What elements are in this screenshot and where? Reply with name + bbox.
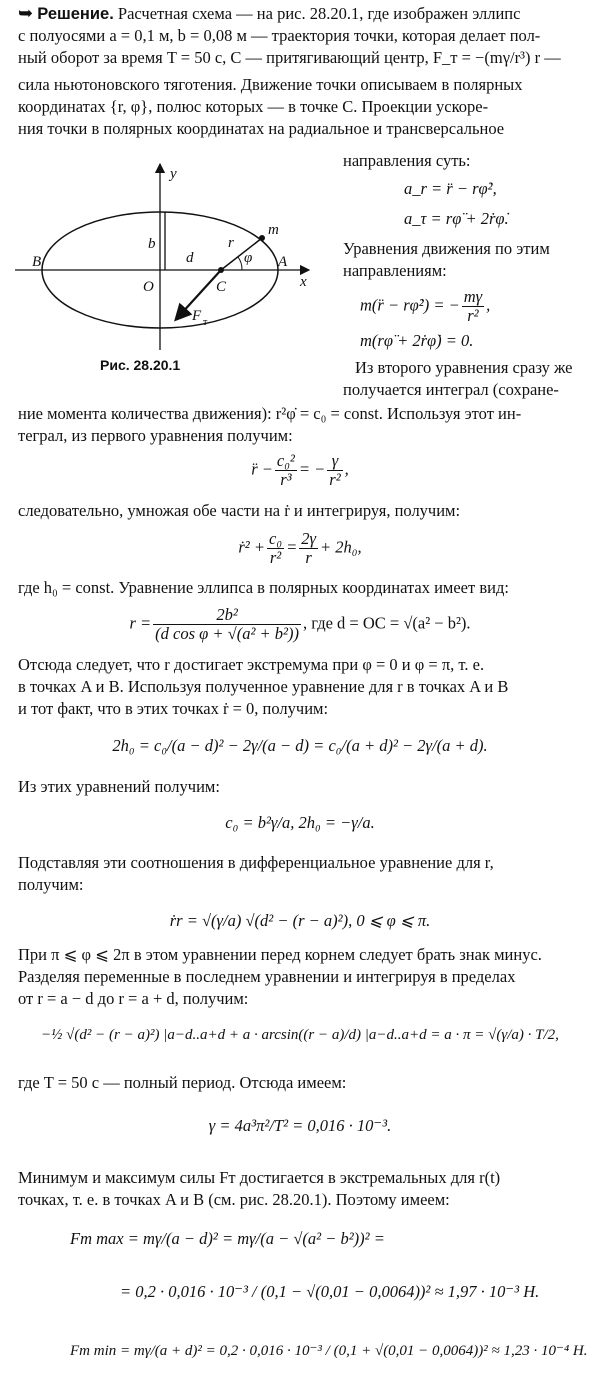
eq3-lhs: r = [129, 613, 152, 633]
paragraph-4c: и тот факт, что в этих точках ṙ = 0, получим: [18, 699, 329, 718]
paragraph-7a: При π ⩽ φ ⩽ 2π в этом уравнении перед корнем следует брать знак минус. [18, 945, 542, 964]
label-y: y [170, 166, 177, 182]
label-b: b [148, 236, 156, 252]
eq11: Fт min = mγ/(a + d)² = 0,2 · 0,016 · 10⁻³ / (0,1 + √(0,01 − 0,0064))² ≈ 1,23 · 10⁻⁴ Н. [70, 1343, 588, 1359]
figure-caption: Рис. 28.20.1 [100, 357, 181, 373]
paragraph-7c: от r = a − d до r = a + d, получим: [18, 989, 249, 1008]
side-line-2: направлениям: [343, 261, 447, 280]
label-x: x [300, 274, 307, 290]
label-m: m [268, 222, 279, 238]
label-phi: φ [244, 250, 253, 266]
eq5: c₀ = b²γ/a, 2h₀ = −γ/a. [225, 813, 375, 832]
intro-line-1: с полуосями a = 0,1 м, b = 0,08 м — траектория точки, которая делает пол- [18, 26, 541, 45]
eq1-num: c₀² [276, 451, 295, 470]
point-m [259, 235, 265, 241]
eq-m1-num: mγ [463, 287, 483, 306]
eq2-mid: = [286, 537, 298, 557]
side-line-4: получается интеграл (сохране- [343, 380, 559, 399]
label-O: O [143, 279, 154, 295]
eq3-num: 2b² [153, 606, 301, 625]
label-d: d [186, 250, 194, 266]
eq9: Fт max = mγ/(a − d)² = mγ/(a − √(a² − b²))² = [70, 1229, 385, 1248]
eq1-num2: γ [327, 452, 342, 471]
side-line-1: Уравнения движения по этим [343, 239, 550, 258]
side-line-3: Из второго уравнения сразу же [355, 358, 573, 377]
paragraph-2: следовательно, умножая обе части на ṙ и интегрируя, получим: [18, 501, 461, 520]
paragraph-9a: Минимум и максимум силы Fт достигается в экстремальных для r(t) [18, 1168, 501, 1187]
ellipse-figure [10, 160, 330, 355]
paragraph-9b: точках, т. е. в точках A и B (см. рис. 28.20.1). Поэтому имеем: [18, 1190, 450, 1209]
eq-m2: m(rφ̈ + 2ṙφ̇) = 0. [360, 331, 474, 350]
eq2-num2: 2γ [301, 529, 316, 548]
eq-m1-lhs: m(r̈ − rφ̇²) = − [360, 295, 460, 315]
eq-m1-den: r² [467, 306, 479, 325]
arrow-icon: ➥ [18, 3, 34, 23]
eq6: ṙr = √(γ/a) √(d² − (r − a)²), 0 ⩽ φ ⩽ π. [169, 911, 431, 930]
paragraph-1: ние момента количества движения): r²φ̇ = c₀ = const. Используя этот ин- [18, 404, 522, 423]
label-F: F [192, 308, 202, 324]
paragraph-7b: Разделяя переменные в последнем уравнении и интегрируя в пределах [18, 967, 516, 986]
label-B: B [32, 254, 42, 270]
eq3-rhs: , где d = OC = √(a² − b²). [303, 613, 471, 633]
paragraph-4b: в точках A и B. Используя полученное уравнение для r в точках A и B [18, 677, 509, 696]
intro-line-4: координатах {r, φ}, полюс которых — в точке C. Проекции ускоре- [18, 97, 489, 116]
label-A: A [278, 254, 288, 270]
paragraph-3: где h₀ = const. Уравнение эллипса в полярных координатах имеет вид: [18, 578, 509, 597]
eq7: −½ √(d² − (r − a)²) |a−d..a+d + a · arcsin((r − a)/d) |a−d..a+d = a · π = √(γ/a) · T/2, [41, 1027, 559, 1043]
eq2-lhs: ṙ² + [238, 537, 266, 557]
eq1-lhs: r̈ − [251, 459, 273, 479]
paragraph-8: где T = 50 с — полный период. Отсюда имеем: [18, 1073, 347, 1092]
eq-atau: a_τ = rφ̈ + 2ṙφ̇. [404, 209, 509, 228]
eq1-mid: = − [298, 459, 326, 479]
paragraph-1b: теграл, из первого уравнения получим: [18, 426, 293, 445]
eq2-num: c₀ [269, 529, 283, 548]
paragraph-6a: Подставляя эти соотношения в дифференциальное уравнение для r, [18, 853, 494, 872]
eq1-den2: r² [329, 470, 341, 489]
eq10: = 0,2 · 0,016 · 10⁻³ / (0,1 − √(0,01 − 0,0064))² ≈ 1,97 · 10⁻³ Н. [120, 1282, 540, 1301]
label-C: C [216, 279, 227, 295]
eq2-den: r² [269, 548, 282, 567]
label-r: r [228, 235, 234, 251]
intro-line-0: Расчетная схема — на рис. 28.20.1, где изображен эллипс [117, 4, 521, 23]
eq-ar: a_r = r̈ − rφ̇², [404, 179, 497, 198]
point-C [218, 267, 224, 273]
paragraph-5: Из этих уравнений получим: [18, 777, 220, 796]
phi-arc [238, 257, 242, 270]
intro-line-2: ный оборот за время T = 50 с, C — притягивающий центр, F_т = −(mγ/r³) r — [18, 48, 561, 67]
label-F-sub: т [203, 317, 208, 328]
paragraph-4a: Отсюда следует, что r достигает экстремума при φ = 0 и φ = π, т. е. [18, 655, 485, 674]
side-line-0: направления суть: [343, 151, 471, 170]
intro-line-3: сила ньютоновского тяготения. Движение точки описываем в полярных [18, 75, 523, 94]
intro-line-5: ния точки в полярных координатах на радиальное и трансверсальное [18, 119, 505, 138]
eq4: 2h₀ = c₀/(a − d)² − 2γ/(a − d) = c₀/(a + d)² − 2γ/(a + d). [112, 736, 488, 755]
eq3-den: (d cos φ + √(a² + b²)) [155, 624, 299, 643]
solution-heading: Решение. [37, 5, 114, 23]
eq8: γ = 4a³π²/T² = 0,016 · 10⁻³. [208, 1116, 392, 1135]
eq1-den: r³ [280, 470, 292, 489]
paragraph-6b: получим: [18, 875, 84, 894]
eq2-rhs: + 2h₀, [319, 537, 362, 557]
eq2-den2: r [305, 548, 312, 567]
